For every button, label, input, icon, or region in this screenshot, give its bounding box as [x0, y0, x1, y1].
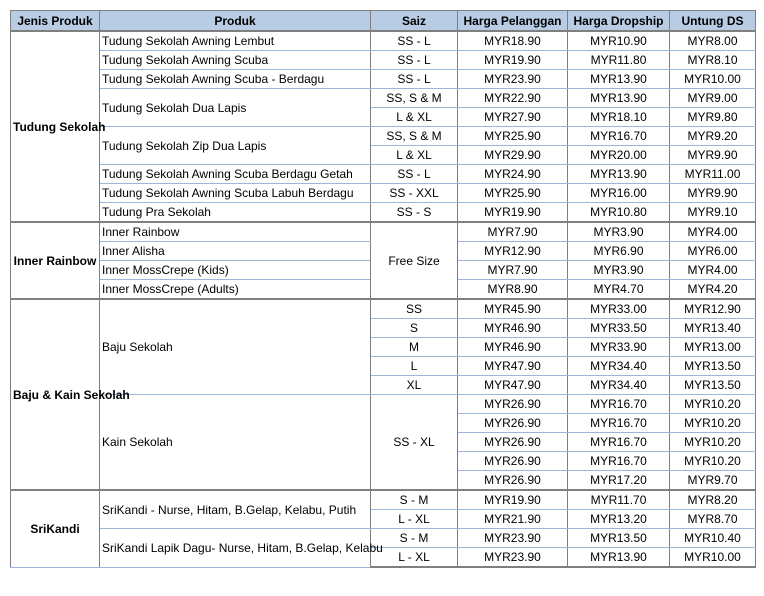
table-row	[11, 529, 756, 548]
category-label: SriKandi	[11, 490, 100, 567]
table-row	[11, 70, 756, 89]
product-name: SriKandi Lapik Dagu- Nurse, Hitam, B.Gelap, Kelabu	[100, 529, 371, 568]
header-jenis-produk: Jenis Produk	[11, 11, 100, 32]
size-cell: L & XL	[371, 108, 458, 127]
profit-ds: MYR10.40	[670, 529, 756, 548]
table-row	[11, 31, 756, 51]
profit-ds: MYR12.90	[670, 299, 756, 319]
dropship-price: MYR13.90	[568, 165, 670, 184]
product-name: SriKandi - Nurse, Hitam, B.Gelap, Kelabu, Putih	[100, 490, 371, 529]
dropship-price: MYR3.90	[568, 261, 670, 280]
dropship-price: MYR13.50	[568, 529, 670, 548]
dropship-price: MYR13.20	[568, 510, 670, 529]
size-cell: SS - L	[371, 51, 458, 70]
customer-price: MYR29.90	[458, 146, 568, 165]
profit-ds: MYR10.00	[670, 70, 756, 89]
dropship-price: MYR33.50	[568, 319, 670, 338]
customer-price: MYR8.90	[458, 280, 568, 300]
product-name: Tudung Sekolah Awning Scuba - Berdagu	[100, 70, 371, 89]
customer-price: MYR46.90	[458, 319, 568, 338]
size-cell: L & XL	[371, 146, 458, 165]
dropship-price: MYR17.20	[568, 471, 670, 491]
product-name: Tudung Sekolah Dua Lapis	[100, 89, 371, 127]
customer-price: MYR23.90	[458, 548, 568, 568]
profit-ds: MYR8.70	[670, 510, 756, 529]
product-name: Kain Sekolah	[100, 395, 371, 491]
customer-price: MYR23.90	[458, 70, 568, 89]
table-row	[11, 165, 756, 184]
dropship-price: MYR3.90	[568, 222, 670, 242]
table-row	[11, 184, 756, 203]
category-label: Baju & Kain Sekolah	[11, 299, 100, 490]
size-cell: SS	[371, 299, 458, 319]
size-cell: SS, S & M	[371, 89, 458, 108]
table-row	[11, 203, 756, 223]
dropship-price: MYR16.70	[568, 395, 670, 414]
customer-price: MYR26.90	[458, 452, 568, 471]
size-cell: Free Size	[371, 222, 458, 299]
size-cell: S	[371, 319, 458, 338]
customer-price: MYR27.90	[458, 108, 568, 127]
customer-price: MYR19.90	[458, 203, 568, 223]
size-cell: SS - S	[371, 203, 458, 223]
table-row	[11, 127, 756, 146]
size-cell: L - XL	[371, 510, 458, 529]
dropship-price: MYR16.70	[568, 452, 670, 471]
customer-price: MYR45.90	[458, 299, 568, 319]
profit-ds: MYR10.20	[670, 414, 756, 433]
table-row	[11, 222, 756, 242]
customer-price: MYR23.90	[458, 529, 568, 548]
dropship-price: MYR16.70	[568, 433, 670, 452]
size-cell: S - M	[371, 490, 458, 510]
profit-ds: MYR4.00	[670, 222, 756, 242]
size-cell: SS - L	[371, 31, 458, 51]
size-cell: SS - XXL	[371, 184, 458, 203]
profit-ds: MYR10.20	[670, 433, 756, 452]
product-name: Tudung Sekolah Awning Scuba Berdagu Getah	[100, 165, 371, 184]
product-name: Inner MossCrepe (Kids)	[100, 261, 371, 280]
header-row	[11, 11, 756, 32]
dropship-price: MYR13.90	[568, 548, 670, 568]
size-cell: L - XL	[371, 548, 458, 568]
dropship-price: MYR13.90	[568, 70, 670, 89]
dropship-price: MYR11.80	[568, 51, 670, 70]
profit-ds: MYR8.20	[670, 490, 756, 510]
profit-ds: MYR9.20	[670, 127, 756, 146]
customer-price: MYR18.90	[458, 31, 568, 51]
size-cell: SS - L	[371, 70, 458, 89]
header-harga-pelanggan: Harga Pelanggan	[458, 11, 568, 32]
customer-price: MYR26.90	[458, 414, 568, 433]
customer-price: MYR47.90	[458, 357, 568, 376]
profit-ds: MYR9.00	[670, 89, 756, 108]
table-row	[11, 490, 756, 510]
product-name: Inner MossCrepe (Adults)	[100, 280, 371, 300]
header-harga-dropship: Harga Dropship	[568, 11, 670, 32]
profit-ds: MYR9.10	[670, 203, 756, 223]
profit-ds: MYR11.00	[670, 165, 756, 184]
table-row	[11, 51, 756, 70]
dropship-price: MYR33.00	[568, 299, 670, 319]
profit-ds: MYR9.70	[670, 471, 756, 491]
customer-price: MYR47.90	[458, 376, 568, 395]
profit-ds: MYR4.00	[670, 261, 756, 280]
customer-price: MYR19.90	[458, 490, 568, 510]
dropship-price: MYR11.70	[568, 490, 670, 510]
customer-price: MYR7.90	[458, 261, 568, 280]
profit-ds: MYR8.00	[670, 31, 756, 51]
profit-ds: MYR10.00	[670, 548, 756, 568]
dropship-price: MYR34.40	[568, 357, 670, 376]
dropship-price: MYR6.90	[568, 242, 670, 261]
customer-price: MYR25.90	[458, 184, 568, 203]
dropship-price: MYR13.90	[568, 89, 670, 108]
profit-ds: MYR4.20	[670, 280, 756, 300]
product-name: Tudung Sekolah Awning Lembut	[100, 31, 371, 51]
size-cell: S - M	[371, 529, 458, 548]
dropship-price: MYR16.70	[568, 414, 670, 433]
customer-price: MYR24.90	[458, 165, 568, 184]
size-cell: L	[371, 357, 458, 376]
customer-price: MYR25.90	[458, 127, 568, 146]
table-row	[11, 299, 756, 319]
customer-price: MYR19.90	[458, 51, 568, 70]
price-table	[10, 10, 756, 568]
dropship-price: MYR16.00	[568, 184, 670, 203]
profit-ds: MYR13.50	[670, 376, 756, 395]
dropship-price: MYR10.90	[568, 31, 670, 51]
profit-ds: MYR13.40	[670, 319, 756, 338]
product-name: Tudung Sekolah Awning Scuba	[100, 51, 371, 70]
product-name: Tudung Pra Sekolah	[100, 203, 371, 223]
size-cell: M	[371, 338, 458, 357]
product-name: Inner Alisha	[100, 242, 371, 261]
customer-price: MYR21.90	[458, 510, 568, 529]
dropship-price: MYR10.80	[568, 203, 670, 223]
profit-ds: MYR9.90	[670, 146, 756, 165]
profit-ds: MYR9.90	[670, 184, 756, 203]
product-name: Tudung Sekolah Zip Dua Lapis	[100, 127, 371, 165]
customer-price: MYR26.90	[458, 395, 568, 414]
profit-ds: MYR10.20	[670, 452, 756, 471]
group-inner-rainbow	[11, 222, 756, 299]
profit-ds: MYR6.00	[670, 242, 756, 261]
dropship-price: MYR33.90	[568, 338, 670, 357]
customer-price: MYR12.90	[458, 242, 568, 261]
size-cell: SS - XL	[371, 395, 458, 491]
product-name: Inner Rainbow	[100, 222, 371, 242]
group-srikandi	[11, 490, 756, 567]
size-cell: SS, S & M	[371, 127, 458, 146]
dropship-price: MYR4.70	[568, 280, 670, 300]
header-saiz: Saiz	[371, 11, 458, 32]
profit-ds: MYR13.50	[670, 357, 756, 376]
dropship-price: MYR18.10	[568, 108, 670, 127]
header-produk: Produk	[100, 11, 371, 32]
header-untung-ds: Untung DS	[670, 11, 756, 32]
customer-price: MYR22.90	[458, 89, 568, 108]
profit-ds: MYR13.00	[670, 338, 756, 357]
size-cell: SS - L	[371, 165, 458, 184]
product-name: Tudung Sekolah Awning Scuba Labuh Berdagu	[100, 184, 371, 203]
customer-price: MYR46.90	[458, 338, 568, 357]
profit-ds: MYR9.80	[670, 108, 756, 127]
group-tudung-sekolah	[11, 31, 756, 222]
dropship-price: MYR20.00	[568, 146, 670, 165]
size-cell: XL	[371, 376, 458, 395]
category-label: Inner Rainbow	[11, 222, 100, 299]
profit-ds: MYR8.10	[670, 51, 756, 70]
dropship-price: MYR34.40	[568, 376, 670, 395]
customer-price: MYR26.90	[458, 471, 568, 491]
group-baju-kain-sekolah	[11, 299, 756, 490]
customer-price: MYR26.90	[458, 433, 568, 452]
customer-price: MYR7.90	[458, 222, 568, 242]
table-row	[11, 89, 756, 108]
profit-ds: MYR10.20	[670, 395, 756, 414]
dropship-price: MYR16.70	[568, 127, 670, 146]
product-name: Baju Sekolah	[100, 299, 371, 395]
category-label: Tudung Sekolah	[11, 31, 100, 222]
